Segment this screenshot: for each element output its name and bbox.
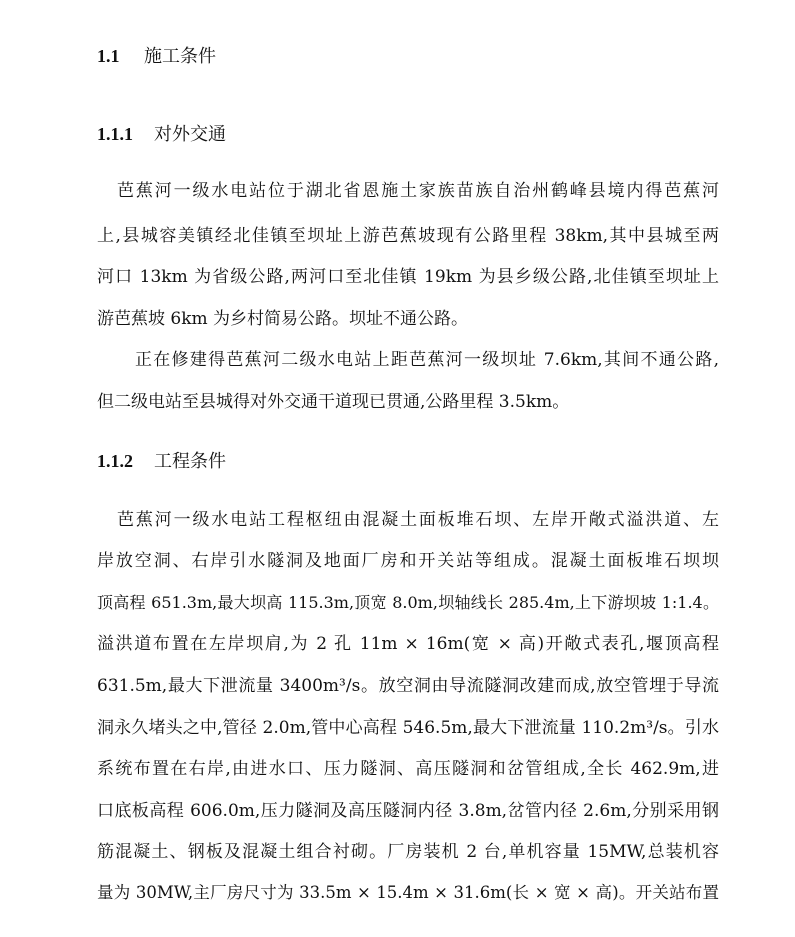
- paragraph-line: 洞永久堵头之中,管径 2.0m,管中心高程 546.5m,最大下泄流量 110.2m³/s。引水: [97, 718, 719, 738]
- paragraph-line: 岸放空洞、右岸引水隧洞及地面厂房和开关站等组成。混凝土面板堆石坝坝: [97, 551, 719, 571]
- paragraph-line: 游芭蕉坡 6km 为乡村简易公路。坝址不通公路。: [97, 309, 469, 329]
- paragraph-line: 量为 30MW,主厂房尺寸为 33.5m × 15.4m × 31.6m(长 × 宽 × 高)。开关站布置: [97, 883, 719, 902]
- paragraph-line: 系统布置在右岸,由进水口、压力隧洞、高压隧洞和岔管组成,全长 462.9m,进: [97, 759, 719, 779]
- paragraph-line: 筋混凝土、钢板及混凝土组合衬砌。厂房装机 2 台,单机容量 15MW,总装机容: [97, 842, 719, 862]
- heading-number: 1.1: [97, 46, 120, 66]
- heading-1-1: [97, 45, 216, 68]
- paragraph-line: 但二级电站至县城得对外交通干道现已贯通,公路里程 3.5km。: [97, 392, 570, 412]
- paragraph-line: 芭蕉河一级水电站工程枢纽由混凝土面板堆石坝、左岸开敞式溢洪道、左: [117, 510, 719, 530]
- paragraph-line: 溢洪道布置在左岸坝肩,为 2 孔 11m × 16m(宽 × 高)开敞式表孔,堰顶高程: [97, 634, 719, 654]
- heading-1-1-2: [97, 450, 226, 473]
- paragraph-line: 631.5m,最大下泄流量 3400m³/s。放空洞由导流隧洞改建而成,放空管埋于导流: [97, 676, 719, 696]
- heading-title: 对外交通: [154, 124, 226, 145]
- paragraph-line: 上,县城容美镇经北佳镇至坝址上游芭蕉坡现有公路里程 38km,其中县城至两: [97, 226, 719, 246]
- heading-number: 1.1.2: [97, 451, 133, 471]
- paragraph-line: 河口 13km 为省级公路,两河口至北佳镇 19km 为县乡级公路,北佳镇至坝址上: [97, 267, 719, 287]
- heading-title: 施工条件: [144, 46, 216, 67]
- paragraph-line: 顶高程 651.3m,最大坝高 115.3m,顶宽 8.0m,坝轴线长 285.4m,上下游坝坡 1:1.4。: [97, 593, 719, 612]
- heading-title: 工程条件: [154, 451, 226, 472]
- paragraph-line: 正在修建得芭蕉河二级水电站上距芭蕉河一级坝址 7.6km,其间不通公路,: [135, 350, 719, 370]
- paragraph-line: 口底板高程 606.0m,压力隧洞及高压隧洞内径 3.8m,岔管内径 2.6m,分别采用钢: [97, 801, 719, 821]
- heading-number: 1.1.1: [97, 124, 133, 144]
- paragraph-line: 芭蕉河一级水电站位于湖北省恩施土家族苗族自治州鹤峰县境内得芭蕉河: [117, 181, 719, 201]
- heading-1-1-1: [97, 123, 226, 146]
